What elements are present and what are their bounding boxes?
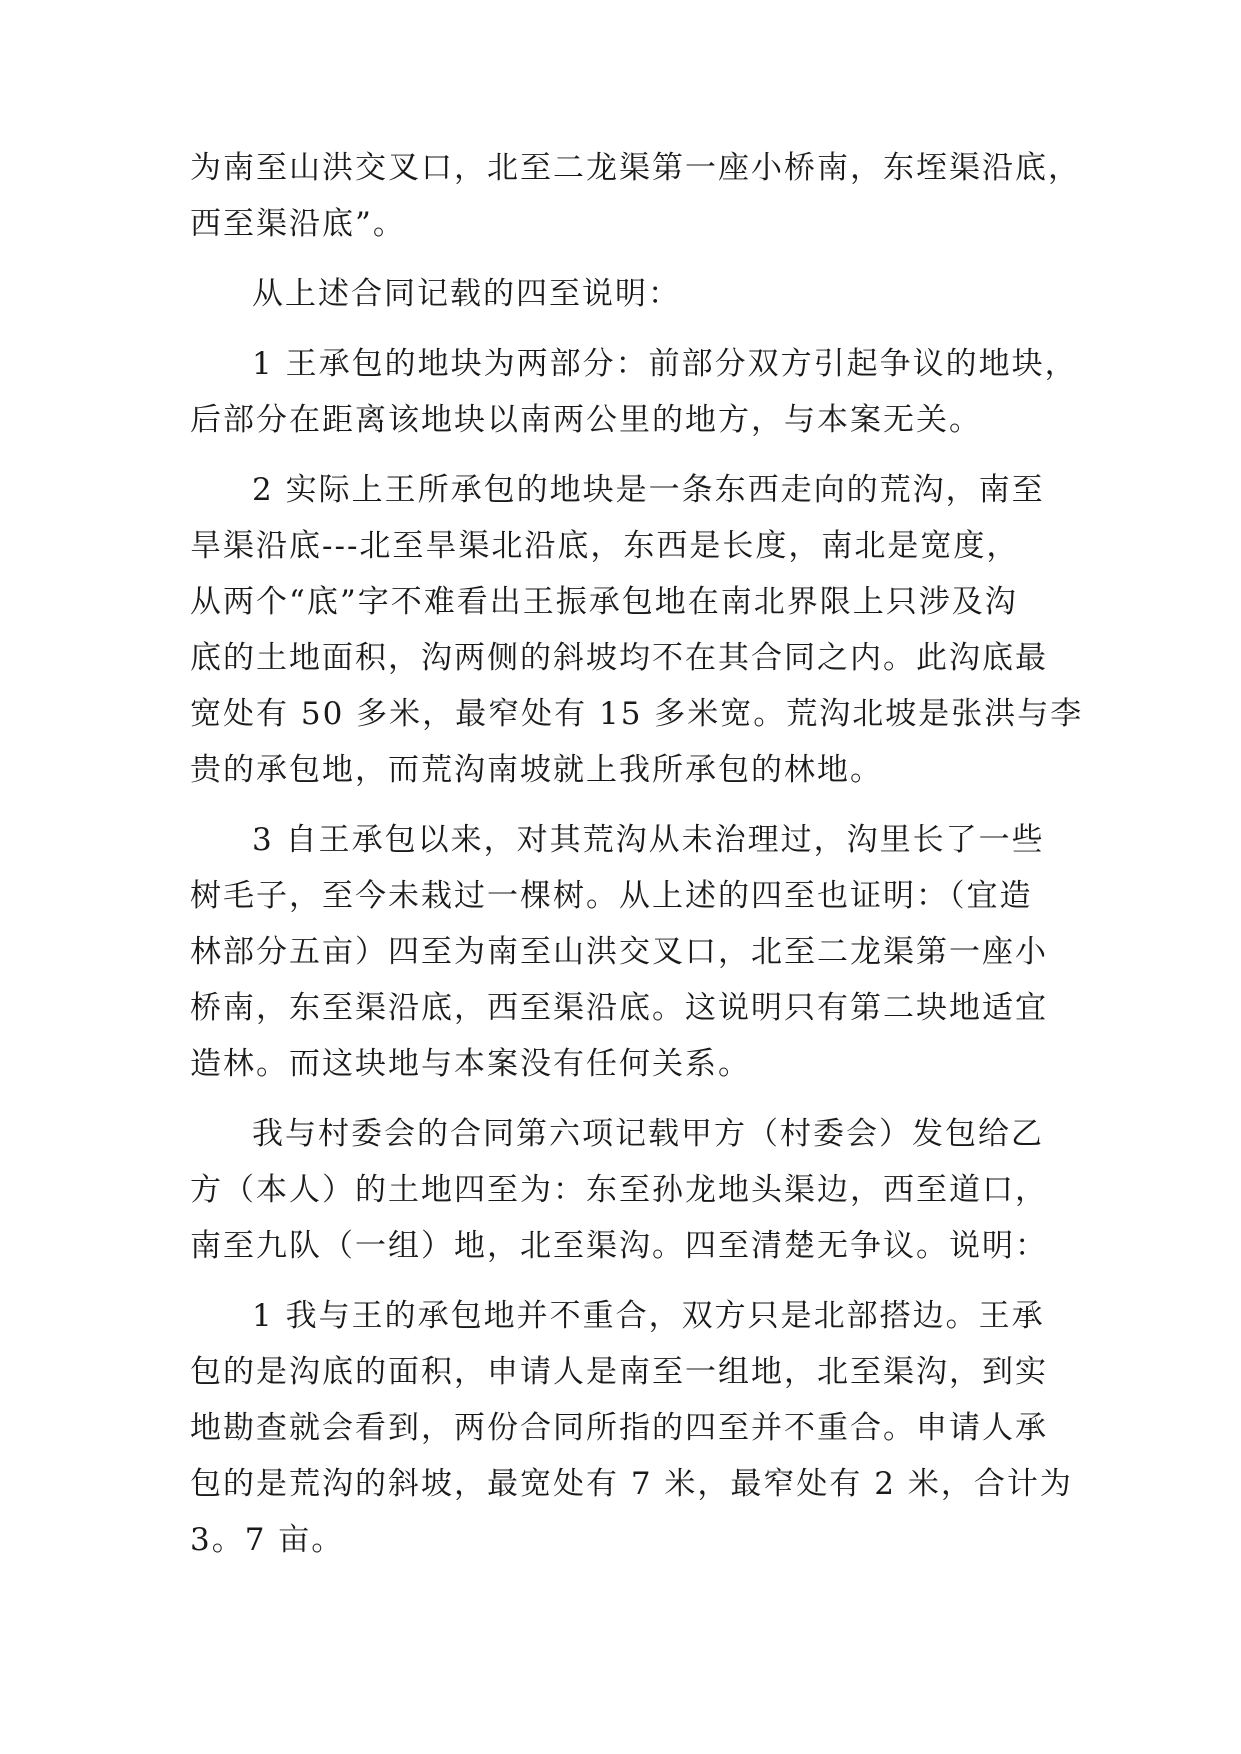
text-line: 1 王承包的地块为两部分：前部分双方引起争议的地块， — [252, 346, 1078, 382]
text-line: 为南至山洪交叉口，北至二龙渠第一座小桥南，东垤渠沿底， — [190, 150, 1081, 186]
text-line: 我与村委会的合同第六项记载甲方（村委会）发包给乙 — [252, 1116, 1044, 1152]
text-line: 旱渠沿底---北至旱渠北沿底，东西是长度，南北是宽度， — [190, 528, 1020, 564]
text-line: 方（本人）的土地四至为：东至孙龙地头渠边，西至道口， — [190, 1172, 1048, 1208]
text-line: 包的是沟底的面积，申请人是南至一组地，北至渠沟，到实 — [190, 1354, 1048, 1390]
text-line: 从两个“底”字不难看出王振承包地在南北界限上只涉及沟 — [190, 584, 1018, 620]
text-line: 桥南，东至渠沿底，西至渠沿底。这说明只有第二块地适宜 — [190, 990, 1048, 1026]
text-line: 后部分在距离该地块以南两公里的地方，与本案无关。 — [190, 402, 982, 438]
text-line: 南至九队（一组）地，北至渠沟。四至清楚无争议。说明： — [190, 1228, 1048, 1264]
text-line: 1 我与王的承包地并不重合，双方只是北部搭边。王承 — [252, 1298, 1045, 1334]
text-line: 包的是荒沟的斜坡，最宽处有 7 米，最窄处有 2 米，合计为 — [190, 1466, 1073, 1502]
text-line: 林部分五亩）四至为南至山洪交叉口，北至二龙渠第一座小 — [190, 934, 1048, 970]
text-line: 底的土地面积，沟两侧的斜坡均不在其合同之内。此沟底最 — [190, 640, 1048, 676]
text-line: 西至渠沿底”。 — [190, 206, 406, 242]
text-line: 贵的承包地，而荒沟南坡就上我所承包的林地。 — [190, 752, 883, 788]
text-line: 地勘查就会看到，两份合同所指的四至并不重合。申请人承 — [190, 1410, 1048, 1446]
text-line: 从上述合同记载的四至说明： — [252, 276, 681, 312]
text-line: 3。7 亩。 — [190, 1522, 345, 1558]
text-line: 2 实际上王所承包的地块是一条东西走向的荒沟，南至 — [252, 472, 1045, 508]
text-line: 3 自王承包以来，对其荒沟从未治理过，沟里长了一些 — [252, 822, 1045, 858]
text-line: 造林。而这块地与本案没有任何关系。 — [190, 1046, 751, 1082]
text-line: 宽处有 50 多米，最窄处有 15 多米宽。荒沟北坡是张洪与李 — [190, 696, 1084, 732]
text-line: 树毛子，至今未栽过一棵树。从上述的四至也证明：（宜造 — [190, 878, 1033, 914]
